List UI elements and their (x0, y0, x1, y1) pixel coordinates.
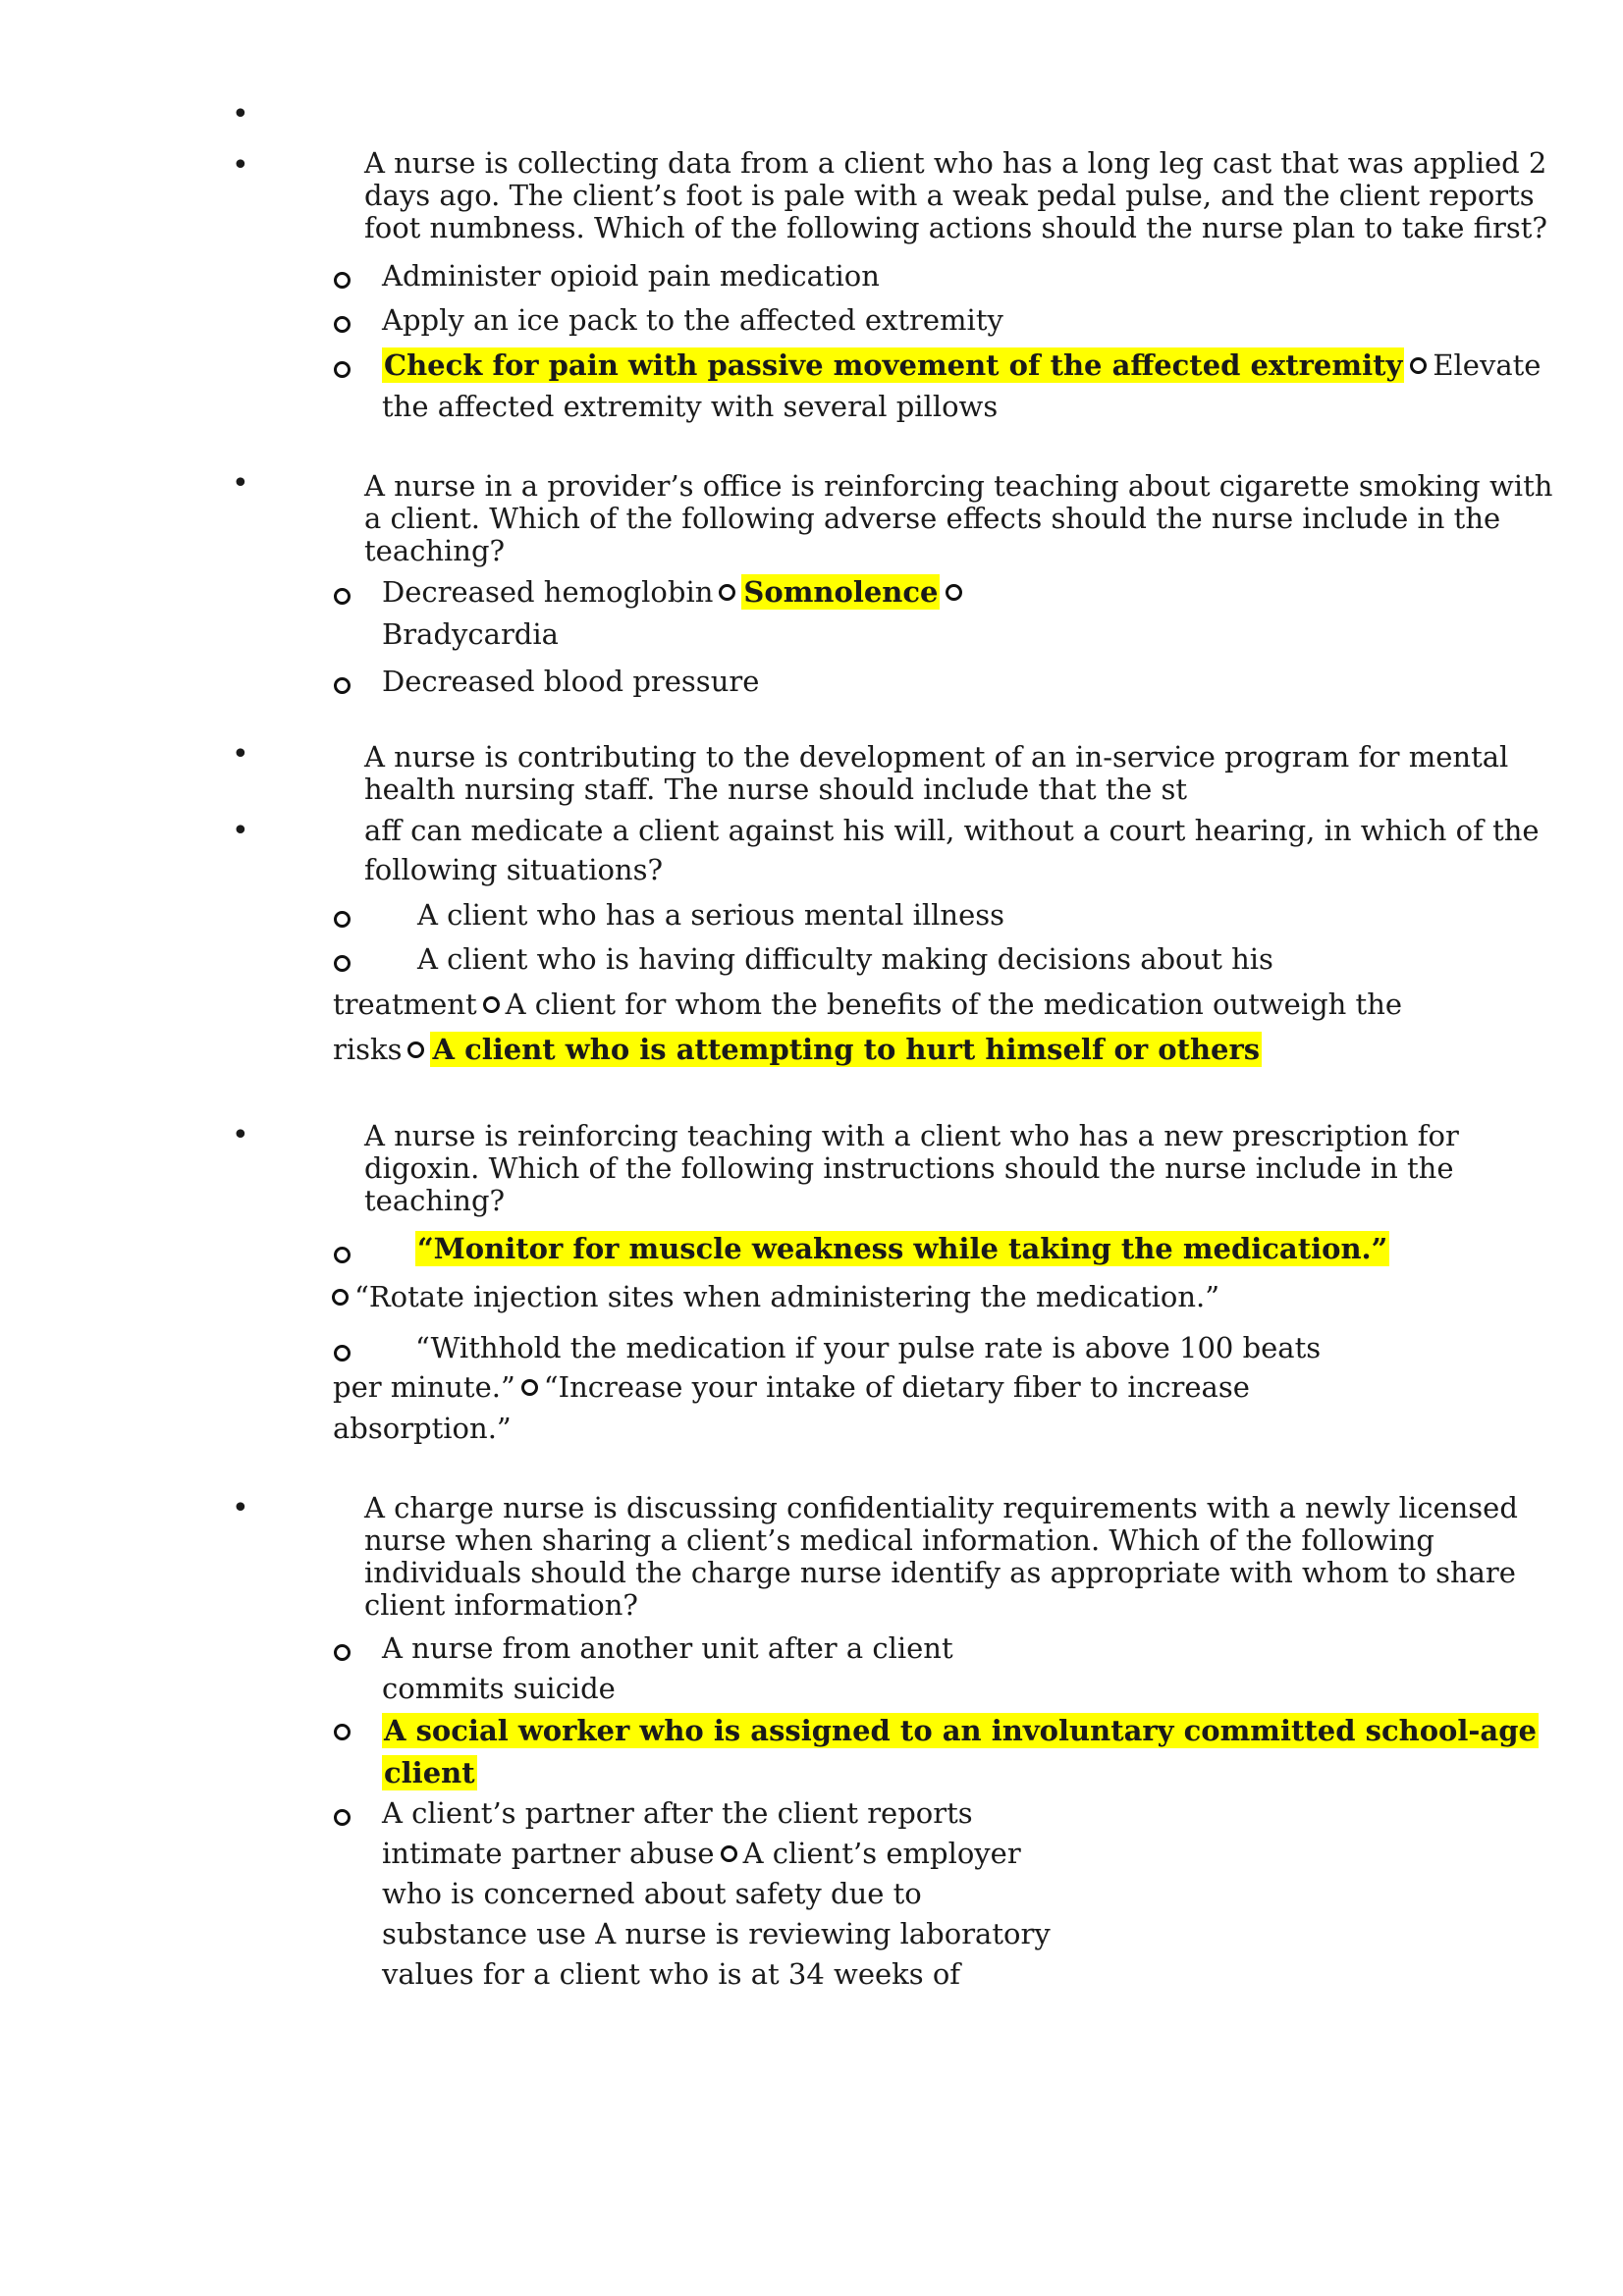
bullet: • (232, 737, 249, 772)
option-row (382, 576, 968, 609)
option: substance use A nurse is reviewing laboratory (382, 1917, 1051, 1950)
option: “Rotate injection sites when administering the medication.” (354, 1280, 1220, 1313)
option: A client’s employer (742, 1837, 1021, 1870)
option-circle-icon (1410, 357, 1427, 374)
option-circle-icon (719, 584, 735, 601)
option-correct (382, 349, 1541, 382)
option-circle-icon (334, 361, 351, 378)
highlighted-answer: A client who is attempting to hurt himself or others (432, 1033, 1261, 1066)
question-stem: teaching? (364, 1184, 506, 1217)
highlighted-answer: client (384, 1756, 475, 1789)
option: “Increase your intake of dietary fiber to increase (543, 1370, 1250, 1404)
option-circle-icon (334, 1247, 351, 1263)
option: the affected extremity with several pillows (382, 390, 999, 423)
highlighted-answer: Somnolence (743, 575, 939, 609)
option-circle-icon (334, 1809, 351, 1826)
bullet: • (232, 1118, 249, 1152)
option: Bradycardia (382, 617, 559, 651)
option: A client for whom the benefits of the medication outweigh the (505, 988, 1403, 1021)
question-stem: days ago. The client’s foot is pale with a weak pedal pulse, and the client reports (364, 179, 1535, 212)
option: treatment (333, 988, 477, 1021)
bullet: • (232, 466, 249, 501)
option: risks (333, 1033, 403, 1066)
highlighted-answer: Check for pain with passive movement of the affected extremity (384, 348, 1403, 382)
option: A client who is having difficulty making decisions about his (417, 942, 1273, 976)
option-circle-icon (334, 1644, 351, 1661)
option-row (333, 1371, 1250, 1404)
bullet: • (232, 814, 249, 848)
question-stem: teaching? (364, 534, 506, 567)
question-stem: foot numbness. Which of the following actions should the nurse plan to take first? (364, 211, 1547, 244)
question-stem: A nurse is reinforcing teaching with a client who has a new prescription for (364, 1119, 1459, 1152)
highlighted-answer: A social worker who is assigned to an involuntary committed school-age (384, 1714, 1537, 1747)
option-circle-icon (334, 1345, 351, 1362)
option: Decreased blood pressure (382, 665, 760, 698)
bullet: • (232, 1491, 249, 1525)
question-stem: A nurse in a provider’s office is reinforcing teaching about cigarette smoking with (364, 469, 1553, 503)
question-stem: A charge nurse is discussing confidentiality requirements with a newly licensed (364, 1491, 1518, 1524)
option: A nurse from another unit after a client (382, 1631, 953, 1665)
option: Elevate (1433, 348, 1542, 382)
option: per minute.” (333, 1370, 515, 1404)
option-circle-icon (521, 1379, 538, 1396)
option-circle-icon (334, 911, 351, 928)
option-correct (382, 1715, 1539, 1747)
option: values for a client who is at 34 weeks of (382, 1957, 961, 1991)
question-stem: nurse when sharing a client’s medical information. Which of the following (364, 1523, 1434, 1557)
option-circle-icon (334, 588, 351, 605)
question-stem: individuals should the charge nurse identify as appropriate with whom to share (364, 1556, 1516, 1589)
option: “Withhold the medication if your pulse rate is above 100 beats (415, 1331, 1322, 1364)
option: A client’s partner after the client reports (382, 1796, 973, 1830)
option-circle-icon (483, 996, 500, 1013)
option-circle-icon (721, 1845, 737, 1862)
bullet: • (232, 148, 249, 183)
question-stem: A nurse is collecting data from a client who has a long leg cast that was applied 2 (364, 146, 1547, 180)
option-row (333, 1034, 1262, 1066)
option: Decreased hemoglobin (382, 575, 714, 609)
option: commits suicide (382, 1672, 616, 1705)
option-circle-icon (332, 1289, 349, 1306)
option: A client who has a serious mental illness (417, 898, 1005, 932)
option: Apply an ice pack to the affected extremity (382, 303, 1003, 337)
question-stem: a client. Which of the following adverse effects should the nurse include in the (364, 502, 1501, 535)
option-circle-icon (407, 1041, 424, 1058)
question-stem: aff can medicate a client against his will, without a court hearing, in which of the (364, 814, 1540, 847)
option-row (382, 1838, 1021, 1870)
question-stem: A nurse is contributing to the development of an in-service program for mental (364, 740, 1509, 774)
option: Administer opioid pain medication (382, 259, 880, 293)
highlighted-answer: “Monitor for muscle weakness while taking the medication.” (417, 1232, 1388, 1265)
bullet: • (232, 97, 249, 132)
option: intimate partner abuse (382, 1837, 715, 1870)
question-stem: following situations? (364, 853, 664, 886)
option: who is concerned about safety due to (382, 1877, 922, 1910)
option-circle-icon (334, 1724, 351, 1740)
option-circle-icon (334, 677, 351, 694)
option-row (332, 1281, 1219, 1313)
option-circle-icon (334, 955, 351, 972)
option-correct (382, 1757, 477, 1789)
option-row (333, 988, 1402, 1021)
question-stem: health nursing staff. The nurse should include that the st (364, 773, 1188, 806)
question-stem: digoxin. Which of the following instructions should the nurse include in the (364, 1151, 1454, 1185)
option-circle-icon (334, 316, 351, 333)
question-stem: client information? (364, 1588, 638, 1622)
option-circle-icon (334, 272, 351, 289)
option-correct (415, 1233, 1389, 1265)
option-circle-icon (946, 584, 962, 601)
option: absorption.” (333, 1412, 512, 1445)
